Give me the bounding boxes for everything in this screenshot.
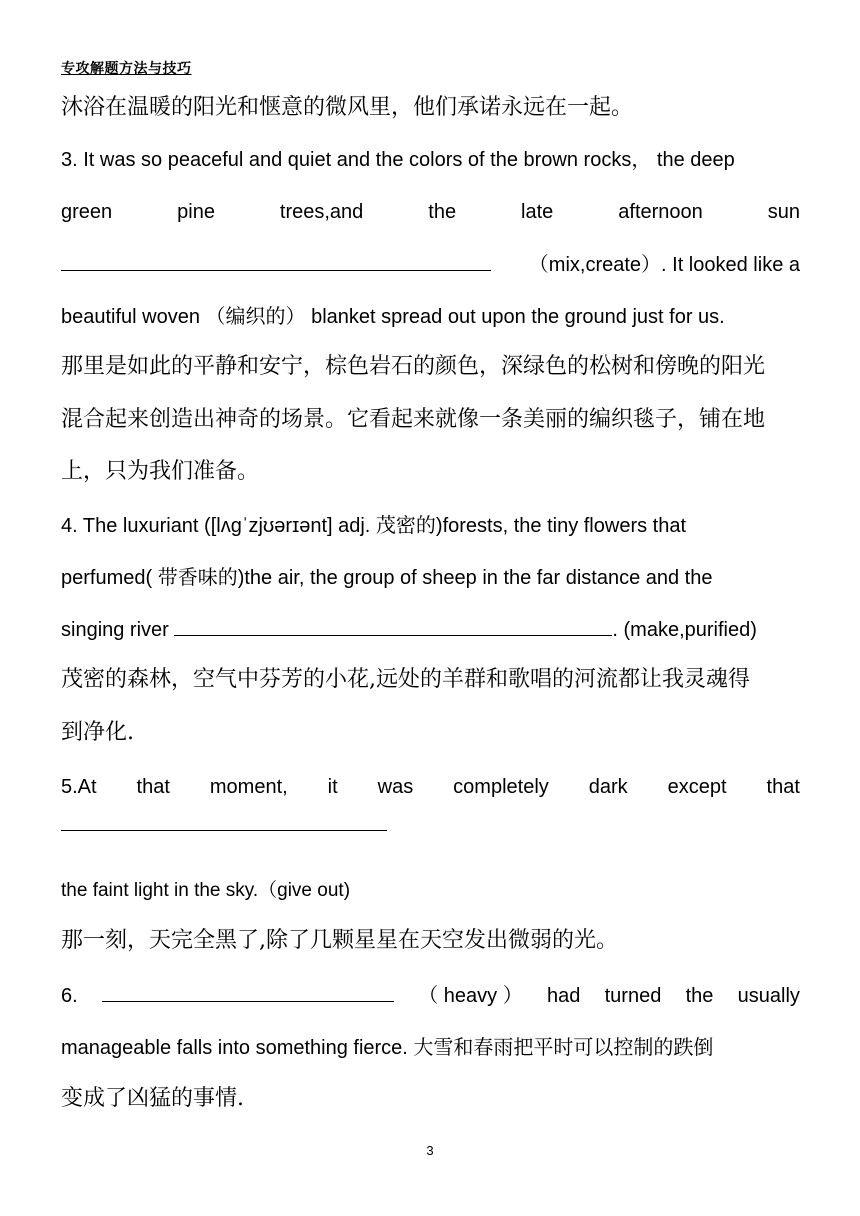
text-line-6: 那里是如此的平静和安宁，棕色岩石的颜色，深绿色的松树和傍晚的阳光 [61, 354, 766, 379]
text-line-9: 4. The luxuriant ([lʌɡˈzjʊərɪənt] adj. 茂密的)forests, the tiny flowers that [61, 515, 687, 537]
word: dark [588, 776, 628, 798]
text-line-20: 变成了凶猛的事情. [61, 1086, 244, 1111]
item-number: 6. [61, 985, 78, 1007]
word: that [136, 776, 170, 798]
word: the [428, 201, 457, 223]
text-line-13: 到净化. [61, 720, 134, 745]
word: trees,and [279, 201, 364, 223]
hint-text: （mix,create）. It looked like a [528, 254, 800, 276]
word: green [61, 201, 113, 223]
text-line-10: perfumed( 带香味的)the air, the group of sheep in the far distance and the [61, 567, 713, 589]
text-line-5: beautiful woven （编织的） blanket spread out upon the ground just for us. [61, 306, 725, 328]
text-line-18 [61, 983, 800, 1009]
text-line-12: 茂密的森林，空气中芬芳的小花,远处的羊群和歌唱的河流都让我灵魂得 [61, 667, 750, 692]
answer-blank-3[interactable] [61, 252, 491, 271]
text-line-1: 沐浴在温暖的阳光和惬意的微风里，他们承诺永远在一起。 [61, 95, 634, 120]
hint-text: （ heavy ） [418, 985, 523, 1007]
text-line-19: manageable falls into something fierce. 大雪和春雨把平时可以控制的跌倒 [61, 1037, 714, 1059]
word: moment, [209, 776, 288, 798]
page-number: 3 [426, 1143, 434, 1158]
word: pine [177, 201, 215, 223]
text-line-17: 那一刻，天完全黑了,除了几颗星星在天空发出微弱的光。 [61, 928, 618, 953]
word: it [327, 776, 338, 798]
answer-blank-5[interactable] [61, 830, 387, 831]
page-header: 专攻解题方法与技巧 [61, 60, 192, 76]
word: the [685, 985, 714, 1007]
text-line-7: 混合起来创造出神奇的场景。它看起来就像一条美丽的编织毯子，铺在地 [61, 407, 766, 432]
hint-text: . (make,purified) [612, 619, 757, 641]
text-line-8: 上，只为我们准备。 [61, 459, 260, 484]
word: was [377, 776, 414, 798]
word: turned [604, 985, 662, 1007]
word: 5.At [61, 776, 97, 798]
text-segment: singing river [61, 619, 169, 641]
text-line-2: 3. It was so peaceful and quiet and the colors of the brown rocks， the deep [61, 149, 735, 171]
word: that [766, 776, 800, 798]
answer-blank-4[interactable] [174, 617, 612, 636]
word: except [667, 776, 727, 798]
word: completely [453, 776, 549, 798]
word: usually [737, 985, 800, 1007]
text-line-14 [61, 774, 800, 800]
word: afternoon [618, 201, 703, 223]
word: had [546, 985, 581, 1007]
answer-blank-6[interactable] [102, 983, 394, 1002]
text-line-4 [61, 252, 800, 278]
text-line-11 [61, 617, 800, 643]
word: sun [767, 201, 800, 223]
text-line-16: the faint light in the sky.（give out) [61, 880, 351, 901]
text-line-3 [61, 199, 800, 225]
word: late [521, 201, 554, 223]
